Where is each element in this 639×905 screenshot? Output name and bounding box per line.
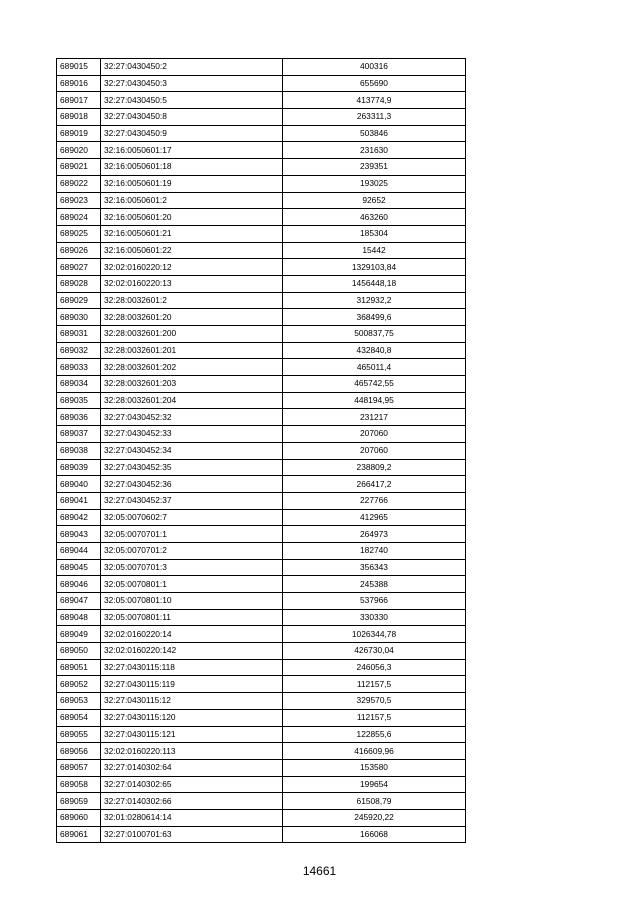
table-row (57, 626, 466, 643)
row-number-cell: 689020 (57, 142, 101, 159)
row-number-cell: 689045 (57, 559, 101, 576)
table-row (57, 576, 466, 593)
table-row (57, 743, 466, 760)
row-number-cell: 689017 (57, 92, 101, 109)
cadastral-number-cell: 32:28:0032601:201 (101, 342, 283, 359)
table-row (57, 709, 466, 726)
cadastral-number-cell: 32:27:0430450:5 (101, 92, 283, 109)
row-number-cell: 689021 (57, 159, 101, 176)
value-cell: 238809,2 (283, 459, 466, 476)
cadastral-number-cell: 32:27:0430115:121 (101, 726, 283, 743)
cadastral-number-cell: 32:16:0050601:22 (101, 242, 283, 259)
row-number-cell: 689015 (57, 59, 101, 76)
row-number-cell: 689053 (57, 693, 101, 710)
table-row (57, 409, 466, 426)
cadastral-number-cell: 32:16:0050601:18 (101, 159, 283, 176)
cadastral-number-cell: 32:16:0050601:2 (101, 192, 283, 209)
row-number-cell: 689018 (57, 109, 101, 126)
table-row (57, 275, 466, 292)
value-cell: 432840,8 (283, 342, 466, 359)
cadastral-number-cell: 32:05:0070701:1 (101, 526, 283, 543)
value-cell: 245920,22 (283, 809, 466, 826)
row-number-cell: 689027 (57, 259, 101, 276)
cadastral-number-cell: 32:27:0430115:119 (101, 676, 283, 693)
cadastral-number-cell: 32:27:0140302:65 (101, 776, 283, 793)
value-cell: 166068 (283, 826, 466, 843)
value-cell: 231217 (283, 409, 466, 426)
registry-table-body (57, 59, 466, 843)
row-number-cell: 689030 (57, 309, 101, 326)
value-cell: 199654 (283, 776, 466, 793)
row-number-cell: 689032 (57, 342, 101, 359)
value-cell: 207060 (283, 442, 466, 459)
value-cell: 246056,3 (283, 659, 466, 676)
cadastral-number-cell: 32:27:0430115:120 (101, 709, 283, 726)
cadastral-number-cell: 32:05:0070701:2 (101, 542, 283, 559)
table-row (57, 809, 466, 826)
value-cell: 500837,75 (283, 326, 466, 343)
cadastral-number-cell: 32:02:0160220:12 (101, 259, 283, 276)
cadastral-number-cell: 32:27:0430452:32 (101, 409, 283, 426)
value-cell: 412965 (283, 509, 466, 526)
table-row (57, 92, 466, 109)
table-row (57, 359, 466, 376)
cadastral-number-cell: 32:16:0050601:17 (101, 142, 283, 159)
row-number-cell: 689048 (57, 609, 101, 626)
value-cell: 356343 (283, 559, 466, 576)
table-row (57, 175, 466, 192)
cadastral-number-cell: 32:05:0070801:10 (101, 593, 283, 610)
row-number-cell: 689016 (57, 75, 101, 92)
value-cell: 1026344,78 (283, 626, 466, 643)
value-cell: 61508,79 (283, 793, 466, 810)
value-cell: 182740 (283, 542, 466, 559)
value-cell: 112157,5 (283, 709, 466, 726)
row-number-cell: 689026 (57, 242, 101, 259)
table-row (57, 75, 466, 92)
cadastral-number-cell: 32:16:0050601:19 (101, 175, 283, 192)
value-cell: 185304 (283, 225, 466, 242)
table-row (57, 542, 466, 559)
cadastral-number-cell: 32:27:0430115:118 (101, 659, 283, 676)
table-row (57, 676, 466, 693)
value-cell: 245388 (283, 576, 466, 593)
cadastral-number-cell: 32:16:0050601:20 (101, 209, 283, 226)
table-row (57, 142, 466, 159)
value-cell: 15442 (283, 242, 466, 259)
table-row (57, 59, 466, 76)
row-number-cell: 689044 (57, 542, 101, 559)
table-row (57, 376, 466, 393)
value-cell: 312932,2 (283, 292, 466, 309)
row-number-cell: 689042 (57, 509, 101, 526)
table-row (57, 509, 466, 526)
row-number-cell: 689033 (57, 359, 101, 376)
cadastral-number-cell: 32:05:0070701:3 (101, 559, 283, 576)
row-number-cell: 689054 (57, 709, 101, 726)
table-row (57, 342, 466, 359)
value-cell: 400316 (283, 59, 466, 76)
row-number-cell: 689022 (57, 175, 101, 192)
row-number-cell: 689031 (57, 326, 101, 343)
value-cell: 413774,9 (283, 92, 466, 109)
cadastral-number-cell: 32:16:0050601:21 (101, 225, 283, 242)
table-row (57, 459, 466, 476)
cadastral-number-cell: 32:27:0430450:9 (101, 125, 283, 142)
row-number-cell: 689043 (57, 526, 101, 543)
table-row (57, 793, 466, 810)
table-row (57, 209, 466, 226)
table-row (57, 726, 466, 743)
cadastral-number-cell: 32:05:0070602:7 (101, 509, 283, 526)
row-number-cell: 689041 (57, 492, 101, 509)
value-cell: 465742,55 (283, 376, 466, 393)
row-number-cell: 689023 (57, 192, 101, 209)
table-row (57, 776, 466, 793)
value-cell: 329570,5 (283, 693, 466, 710)
value-cell: 231630 (283, 142, 466, 159)
cadastral-number-cell: 32:02:0160220:13 (101, 275, 283, 292)
row-number-cell: 689046 (57, 576, 101, 593)
value-cell: 266417,2 (283, 476, 466, 493)
table-row (57, 192, 466, 209)
cadastral-number-cell: 32:02:0160220:14 (101, 626, 283, 643)
cadastral-number-cell: 32:05:0070801:1 (101, 576, 283, 593)
value-cell: 207060 (283, 426, 466, 443)
table-row (57, 326, 466, 343)
value-cell: 1456448,18 (283, 275, 466, 292)
row-number-cell: 689025 (57, 225, 101, 242)
row-number-cell: 689056 (57, 743, 101, 760)
value-cell: 655690 (283, 75, 466, 92)
cadastral-number-cell: 32:05:0070801:11 (101, 609, 283, 626)
value-cell: 1329103,84 (283, 259, 466, 276)
table-row (57, 426, 466, 443)
value-cell: 503846 (283, 125, 466, 142)
value-cell: 193025 (283, 175, 466, 192)
cadastral-number-cell: 32:27:0430452:36 (101, 476, 283, 493)
cadastral-number-cell: 32:27:0430452:34 (101, 442, 283, 459)
cadastral-number-cell: 32:28:0032601:203 (101, 376, 283, 393)
row-number-cell: 689037 (57, 426, 101, 443)
cadastral-number-cell: 32:28:0032601:204 (101, 392, 283, 409)
table-row (57, 492, 466, 509)
row-number-cell: 689028 (57, 275, 101, 292)
cadastral-number-cell: 32:28:0032601:20 (101, 309, 283, 326)
row-number-cell: 689060 (57, 809, 101, 826)
value-cell: 264973 (283, 526, 466, 543)
cadastral-number-cell: 32:27:0430452:33 (101, 426, 283, 443)
row-number-cell: 689035 (57, 392, 101, 409)
row-number-cell: 689024 (57, 209, 101, 226)
row-number-cell: 689034 (57, 376, 101, 393)
table-row (57, 225, 466, 242)
value-cell: 122855,6 (283, 726, 466, 743)
value-cell: 416609,96 (283, 743, 466, 760)
table-row (57, 593, 466, 610)
value-cell: 368499,6 (283, 309, 466, 326)
cadastral-number-cell: 32:27:0140302:64 (101, 759, 283, 776)
table-row (57, 309, 466, 326)
row-number-cell: 689055 (57, 726, 101, 743)
cadastral-number-cell: 32:27:0430450:2 (101, 59, 283, 76)
row-number-cell: 689029 (57, 292, 101, 309)
value-cell: 448194,95 (283, 392, 466, 409)
cadastral-number-cell: 32:27:0140302:66 (101, 793, 283, 810)
row-number-cell: 689051 (57, 659, 101, 676)
row-number-cell: 689057 (57, 759, 101, 776)
row-number-cell: 689058 (57, 776, 101, 793)
page-number: 14661 (302, 864, 337, 878)
value-cell: 112157,5 (283, 676, 466, 693)
table-row (57, 392, 466, 409)
value-cell: 263311,3 (283, 109, 466, 126)
value-cell: 92652 (283, 192, 466, 209)
table-row (57, 109, 466, 126)
value-cell: 426730,04 (283, 643, 466, 660)
table-row (57, 526, 466, 543)
row-number-cell: 689038 (57, 442, 101, 459)
value-cell: 537966 (283, 593, 466, 610)
table-row (57, 242, 466, 259)
table-row (57, 759, 466, 776)
row-number-cell: 689040 (57, 476, 101, 493)
cadastral-number-cell: 32:27:0100701:63 (101, 826, 283, 843)
value-cell: 153580 (283, 759, 466, 776)
cadastral-number-cell: 32:27:0430452:37 (101, 492, 283, 509)
cadastral-number-cell: 32:02:0160220:142 (101, 643, 283, 660)
table-row (57, 559, 466, 576)
table-row (57, 609, 466, 626)
row-number-cell: 689059 (57, 793, 101, 810)
table-row (57, 292, 466, 309)
row-number-cell: 689049 (57, 626, 101, 643)
cadastral-number-cell: 32:27:0430450:8 (101, 109, 283, 126)
cadastral-number-cell: 32:01:0280614:14 (101, 809, 283, 826)
cadastral-number-cell: 32:27:0430450:3 (101, 75, 283, 92)
table-row (57, 125, 466, 142)
cadastral-number-cell: 32:28:0032601:2 (101, 292, 283, 309)
table-row (57, 159, 466, 176)
row-number-cell: 689052 (57, 676, 101, 693)
row-number-cell: 689039 (57, 459, 101, 476)
table-row (57, 442, 466, 459)
table-row (57, 643, 466, 660)
table-row (57, 659, 466, 676)
table-row (57, 259, 466, 276)
registry-table (56, 58, 466, 843)
cadastral-number-cell: 32:27:0430115:12 (101, 693, 283, 710)
row-number-cell: 689050 (57, 643, 101, 660)
cadastral-number-cell: 32:27:0430452:35 (101, 459, 283, 476)
row-number-cell: 689047 (57, 593, 101, 610)
value-cell: 227766 (283, 492, 466, 509)
value-cell: 463260 (283, 209, 466, 226)
value-cell: 239351 (283, 159, 466, 176)
table-row (57, 476, 466, 493)
table-row (57, 826, 466, 843)
cadastral-number-cell: 32:02:0160220:113 (101, 743, 283, 760)
cadastral-number-cell: 32:28:0032601:200 (101, 326, 283, 343)
row-number-cell: 689061 (57, 826, 101, 843)
cadastral-number-cell: 32:28:0032601:202 (101, 359, 283, 376)
row-number-cell: 689019 (57, 125, 101, 142)
value-cell: 465011,4 (283, 359, 466, 376)
value-cell: 330330 (283, 609, 466, 626)
row-number-cell: 689036 (57, 409, 101, 426)
table-row (57, 693, 466, 710)
